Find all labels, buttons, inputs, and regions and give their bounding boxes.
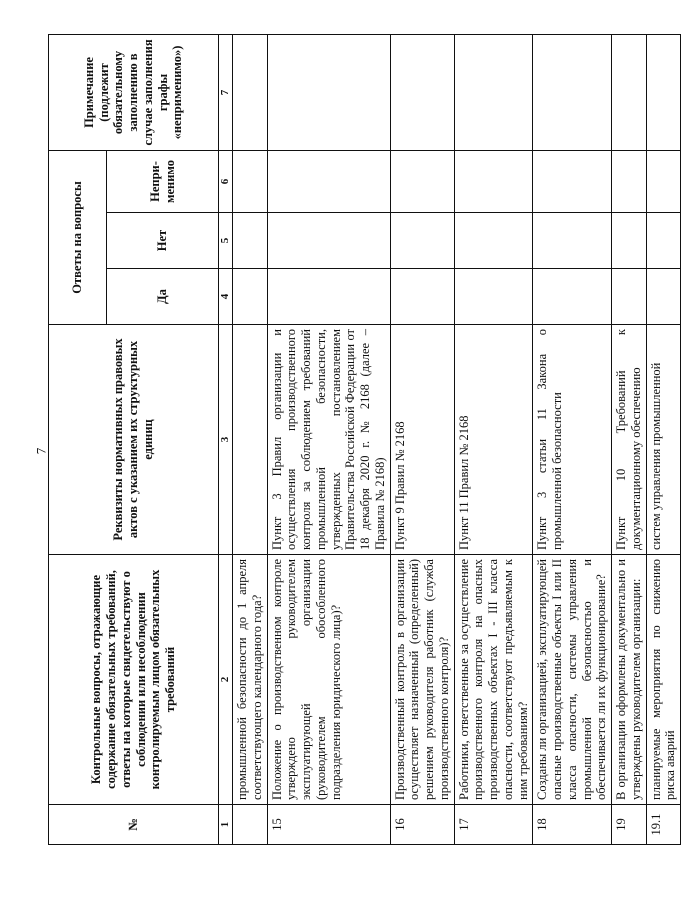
col-index: 5 <box>219 213 233 269</box>
row-question: В организации оформлены документально и утверждены руководителем организации: <box>612 555 647 805</box>
answer-yes-cell[interactable] <box>533 269 612 325</box>
answer-na-cell[interactable] <box>267 150 390 212</box>
row-num: 16 <box>390 805 454 845</box>
note-cell[interactable] <box>454 34 533 150</box>
answer-na-cell[interactable] <box>454 150 533 212</box>
header-num: № <box>49 805 219 845</box>
answer-na-cell[interactable] <box>612 150 647 212</box>
col-index: 2 <box>219 555 233 805</box>
header-yes: Да <box>107 269 219 325</box>
answer-na-cell[interactable] <box>646 150 681 212</box>
answer-yes-cell[interactable] <box>390 269 454 325</box>
note-cell[interactable] <box>646 34 681 150</box>
answer-no-cell[interactable] <box>267 213 390 269</box>
note-cell[interactable] <box>533 34 612 150</box>
answer-no-cell[interactable] <box>454 213 533 269</box>
table-row <box>612 34 647 844</box>
row-requisites: Пункт 9 Правил № 2168 <box>390 325 454 555</box>
header-requisites: Реквизиты нормативных правовых актов с указанием их структурных единиц <box>49 325 219 555</box>
table-row <box>533 34 612 844</box>
row-question: промышленной безопасности до 1 апреля соответствующего календарного года? <box>233 555 268 805</box>
note-cell[interactable] <box>233 34 268 150</box>
col-index: 6 <box>219 150 233 212</box>
answer-yes-cell[interactable] <box>267 269 390 325</box>
rotated-page <box>48 35 678 845</box>
header-row <box>49 34 107 844</box>
row-question: Производственный контроль в организации осуществляет назначенный (определенный) решением руководителя работник (служба производственного контроля)? <box>390 555 454 805</box>
row-question: планируемые мероприятия по снижению риска аварий <box>646 555 681 805</box>
row-num: 19.1 <box>646 805 681 845</box>
note-cell[interactable] <box>267 34 390 150</box>
answer-no-cell[interactable] <box>533 213 612 269</box>
answer-na-cell[interactable] <box>390 150 454 212</box>
page-number: 7 <box>33 447 49 455</box>
checklist-table <box>48 34 681 845</box>
col-index: 4 <box>219 269 233 325</box>
table-row <box>454 34 533 844</box>
answer-na-cell[interactable] <box>533 150 612 212</box>
header-answers: Ответы на вопросы <box>49 150 107 324</box>
row-requisites: Пункт 3 статьи 11 Закона о промышленной безопасности <box>533 325 612 555</box>
table-row <box>390 34 454 844</box>
row-num: 15 <box>267 805 390 845</box>
answer-na-cell[interactable] <box>233 150 268 212</box>
note-cell[interactable] <box>612 34 647 150</box>
row-requisites <box>233 325 268 555</box>
answer-no-cell[interactable] <box>390 213 454 269</box>
note-cell[interactable] <box>390 34 454 150</box>
col-index: 1 <box>219 805 233 845</box>
column-index-row <box>219 34 233 844</box>
row-num: 18 <box>533 805 612 845</box>
row-question: Положение о производственном контроле утверждено руководителем эксплуатирующей организации (руководителем обособленного подразделения юридического лица)? <box>267 555 390 805</box>
col-index: 3 <box>219 325 233 555</box>
answer-yes-cell[interactable] <box>646 269 681 325</box>
header-note: Примечание (подлежит обязательному заполнению в случае заполнения графы «неприменимо») <box>49 34 219 150</box>
header-na: Непри-менимо <box>107 150 219 212</box>
answer-no-cell[interactable] <box>233 213 268 269</box>
row-requisites: Пункт 11 Правил № 2168 <box>454 325 533 555</box>
row-num: 19 <box>612 805 647 845</box>
row-num <box>233 805 268 845</box>
header-no: Нет <box>107 213 219 269</box>
row-requisites: Пункт 3 Правил организации и осуществления производственного контроля за соблюдением требований промышленной безопасности, утвержденных постановлением Правительства Российской Федерации от 18 декабря 2020 г. № 2168 (далее – Правила № 2168) <box>267 325 390 555</box>
table-row <box>267 34 390 844</box>
row-requisites: Пункт 10 Требований к документационному обеспечению <box>612 325 647 555</box>
row-requisites: систем управления промышленной <box>646 325 681 555</box>
answer-yes-cell[interactable] <box>233 269 268 325</box>
answer-yes-cell[interactable] <box>454 269 533 325</box>
answer-yes-cell[interactable] <box>612 269 647 325</box>
col-index: 7 <box>219 34 233 150</box>
row-question: Созданы ли организацией, эксплуатирующей опасные производственные объекты I или II класса опасности, системы управления промышленной безопасностью и обеспечивается ли их функционирование? <box>533 555 612 805</box>
header-question: Контрольные вопросы, отражающие содержание обязательных требований, ответы на которые свидетельствуют о соблюдении или несоблюдении контролируемым лицом обязательных требований <box>49 555 219 805</box>
answer-no-cell[interactable] <box>646 213 681 269</box>
row-question: Работники, ответственные за осуществление производственного контроля на опасных производственных объектах I - III класса опасности, соответствуют предъявляемым к ним требованиям? <box>454 555 533 805</box>
table-row <box>646 34 681 844</box>
row-num: 17 <box>454 805 533 845</box>
table-row <box>233 34 268 844</box>
answer-no-cell[interactable] <box>612 213 647 269</box>
